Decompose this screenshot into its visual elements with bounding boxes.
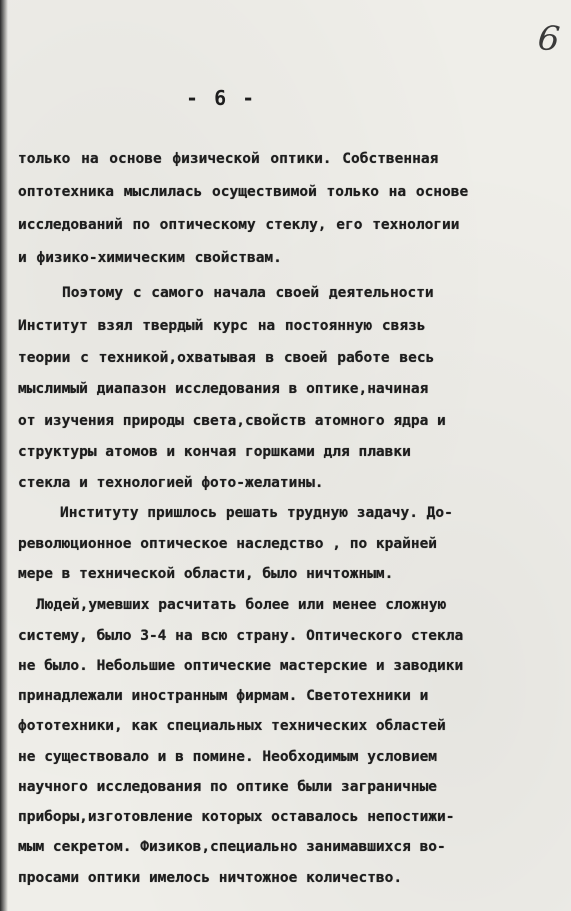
text-line: фототехники, как специальных технических областей: [18, 718, 446, 734]
text-line: революционное оптическое наследство , по крайней: [18, 536, 438, 552]
text-line: структуры атомов и кончая горшками для плавки: [18, 444, 411, 460]
handwritten-page-number: 6: [535, 17, 562, 61]
text-line: Институт взял твердый курс на постоянную связь: [18, 318, 426, 334]
text-line: приборы,изготовление которых оставалось непостижи-: [18, 809, 455, 825]
text-line: не было. Небольшие оптические мастерские и заводики: [18, 658, 464, 674]
text-line: оптотехника мыслилась осуществимой только на основе: [18, 184, 469, 200]
text-line: принадлежали иностранным фирмам. Светотехники и: [18, 688, 429, 704]
text-line: мере в технической области, было ничтожным.: [18, 566, 394, 582]
text-line: Поэтому с самого начала своей деятельности: [62, 285, 434, 301]
text-line: и физико-химическим свойствам.: [18, 250, 282, 266]
text-line: стекла и технологией фото-желатины.: [18, 475, 324, 491]
text-line: мыслимый диапазон исследования в оптике,начиная: [18, 381, 429, 397]
text-line: исследований по оптическому стеклу, его технологии: [18, 217, 460, 233]
text-line: Людей,умевших расчитать более или менее сложную: [36, 597, 447, 613]
text-line: систему, было 3-4 на всю страну. Оптического стекла: [18, 628, 464, 644]
text-line: от изучения природы света,свойств атомного ядра и: [18, 413, 446, 429]
text-line: мым секретом. Физиков,специально занимавшихся во-: [18, 839, 446, 855]
text-line: теории с техникой,охватывая в своей работе весь: [18, 350, 435, 366]
scan-edge-shadow: [0, 0, 8, 911]
text-line: просами оптики имелось ничтожное количество.: [18, 870, 403, 886]
text-line: Институту пришлось решать трудную задачу. До-: [60, 505, 453, 521]
text-line: не существовало и в помине. Необходимым условием: [18, 749, 438, 765]
page-header-number: - 6 -: [186, 86, 257, 110]
text-line: только на основе физической оптики. Собственная: [18, 151, 439, 167]
text-line: научного исследования по оптике были заграничные: [18, 779, 438, 795]
